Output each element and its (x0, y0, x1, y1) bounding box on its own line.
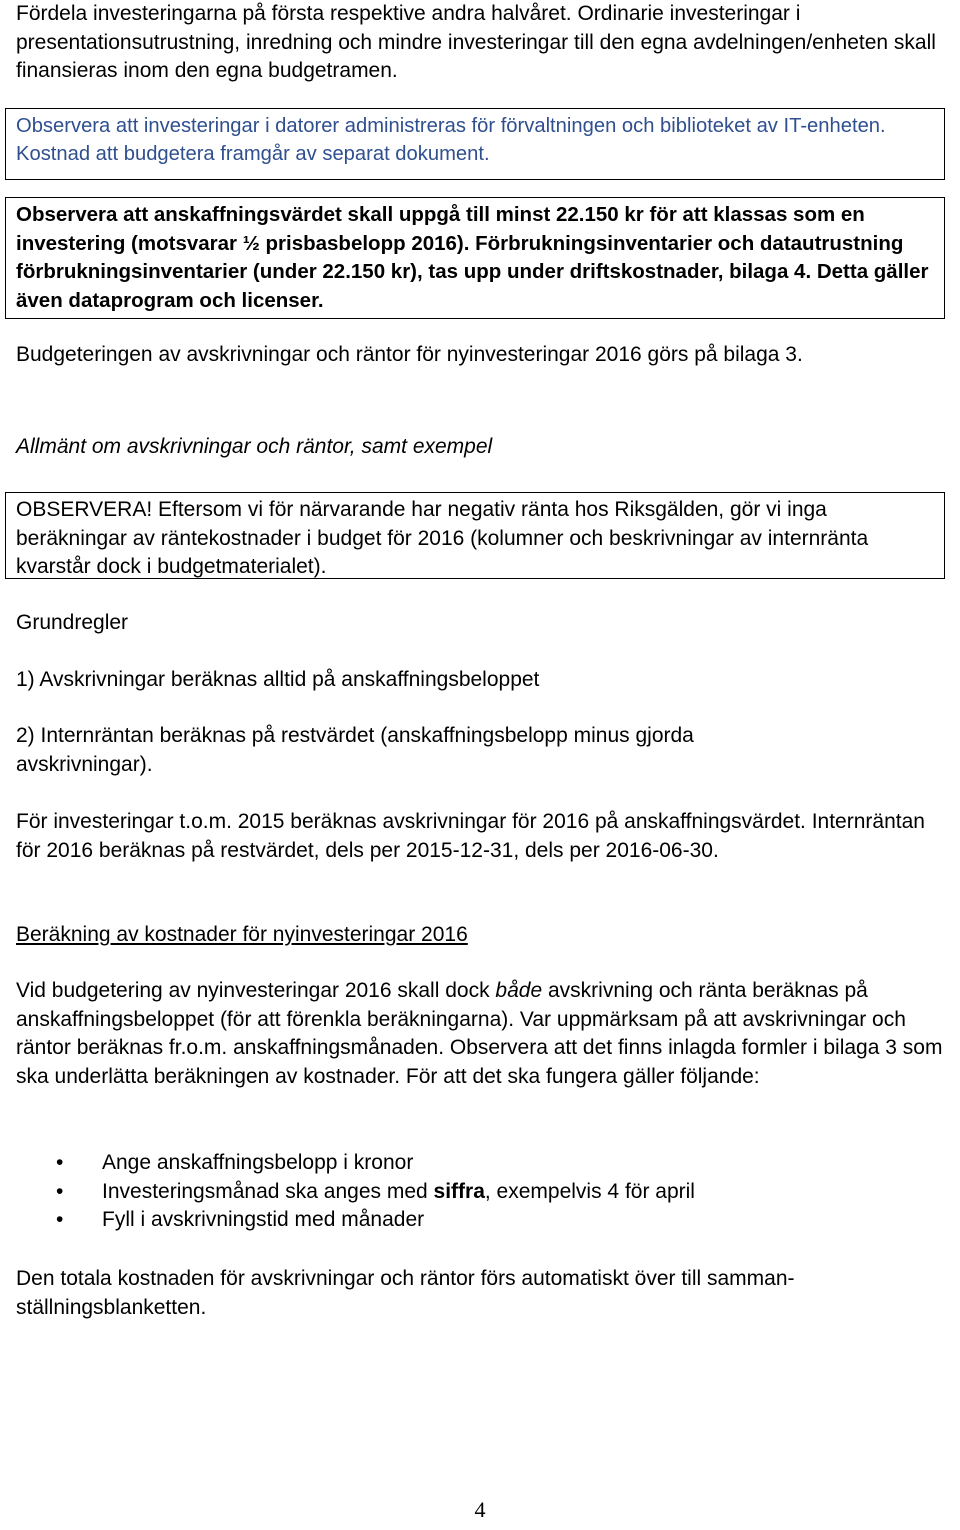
observera-box (5, 492, 945, 579)
observera-lead: OBSERVERA! (16, 498, 153, 521)
intro-paragraph: Fördela investeringarna på första respektive andra halvåret. Ordinarie investeringar i presentationsutrustning, inredning och mindre investeringar till den egna avdelningen/enheten skall finansieras inom den egna budgetramen. (16, 2, 936, 82)
investments-paragraph: För investeringar t.o.m. 2015 beräknas avskrivningar för 2016 på anskaffningsvärdet. Internräntan för 2016 beräknas på restvärdet, dels per 2015-12-31, dels per 2016-06-30. (16, 810, 925, 862)
list-item (16, 1178, 946, 1207)
bullet-icon: • (56, 1179, 64, 1203)
list-item-text: Investeringsmånad ska anges med (102, 1179, 434, 1203)
budgeting-emphasis: både (495, 979, 543, 1002)
acquisition-value-text: Observera att anskaffningsvärdet skall uppgå till minst 22.150 kr för att klassas som en investering (motsvarar ½ prisbasbelopp 2016). Förbrukningsinventarier och datautrustning förbrukningsinventarier (under 22.150 kr), tas upp under driftskostnader, bilaga 4. Detta gäller även dataprogram och licenser. (16, 203, 929, 312)
list-item-text: Fyll i avskrivningstid med månader (102, 1208, 425, 1231)
list-item-bold: siffra (433, 1179, 485, 1203)
page-number: 4 (474, 1497, 486, 1522)
budgeting-paragraph (16, 977, 946, 1091)
list-item (16, 1206, 946, 1235)
bullet-icon: • (56, 1151, 64, 1174)
list-item (16, 1149, 946, 1178)
instructions-list (16, 1149, 946, 1235)
allmant-heading: Allmänt om avskrivningar och räntor, samt exempel (16, 435, 493, 458)
it-notice-box (5, 108, 945, 180)
acquisition-value-box (5, 197, 945, 319)
berakning-heading: Beräkning av kostnader för nyinvesteringar 2016 (16, 923, 468, 946)
grundregler-heading: Grundregler (16, 611, 129, 634)
budgeting-text-1: Vid budgetering av nyinvesteringar 2016 skall dock (16, 979, 496, 1002)
final-paragraph: Den totala kostnaden för avskrivningar och räntor förs automatiskt över till samman-ställningsblanketten. (16, 1267, 795, 1319)
list-item-text: Ange anskaffningsbelopp i kronor (102, 1151, 414, 1174)
rule-2: 2) Internräntan beräknas på restvärdet (anskaffningsbelopp minus gjorda avskrivningar). (16, 724, 694, 776)
list-item-text: , exempelvis 4 för april (484, 1179, 695, 1203)
observera-text: Eftersom vi för närvarande har negativ ränta hos Riksgälden, gör vi inga beräkningar av räntekostnader i budget för 2016 (kolumner och beskrivningar av internränta kvarstår dock i budgetmaterialet). (16, 498, 869, 578)
it-cost-text: Kostnad att budgetera framgår av separat dokument. (16, 143, 490, 165)
it-notice-text: Observera att investeringar i datorer administreras för förvaltningen och biblioteket av IT-enheten. (16, 115, 886, 137)
budget-line: Budgeteringen av avskrivningar och räntor för nyinvesteringar 2016 görs på bilaga 3. (16, 343, 803, 366)
rule-1: 1) Avskrivningar beräknas alltid på anskaffningsbeloppet (16, 668, 540, 691)
bullet-icon: • (56, 1208, 64, 1231)
budgeting-text-2: avskrivning och ränta beräknas på anskaffningsbeloppet (för att förenkla beräkningarna). Var uppmärksam på att avskrivningar och räntor beräknas fr.o.m. anskaffningsmånaden. Observera att det finns inlagda formler i bilaga 3 som ska underlätta beräkningen av kostnader. För att det ska fungera gäller följande: (16, 979, 943, 1088)
